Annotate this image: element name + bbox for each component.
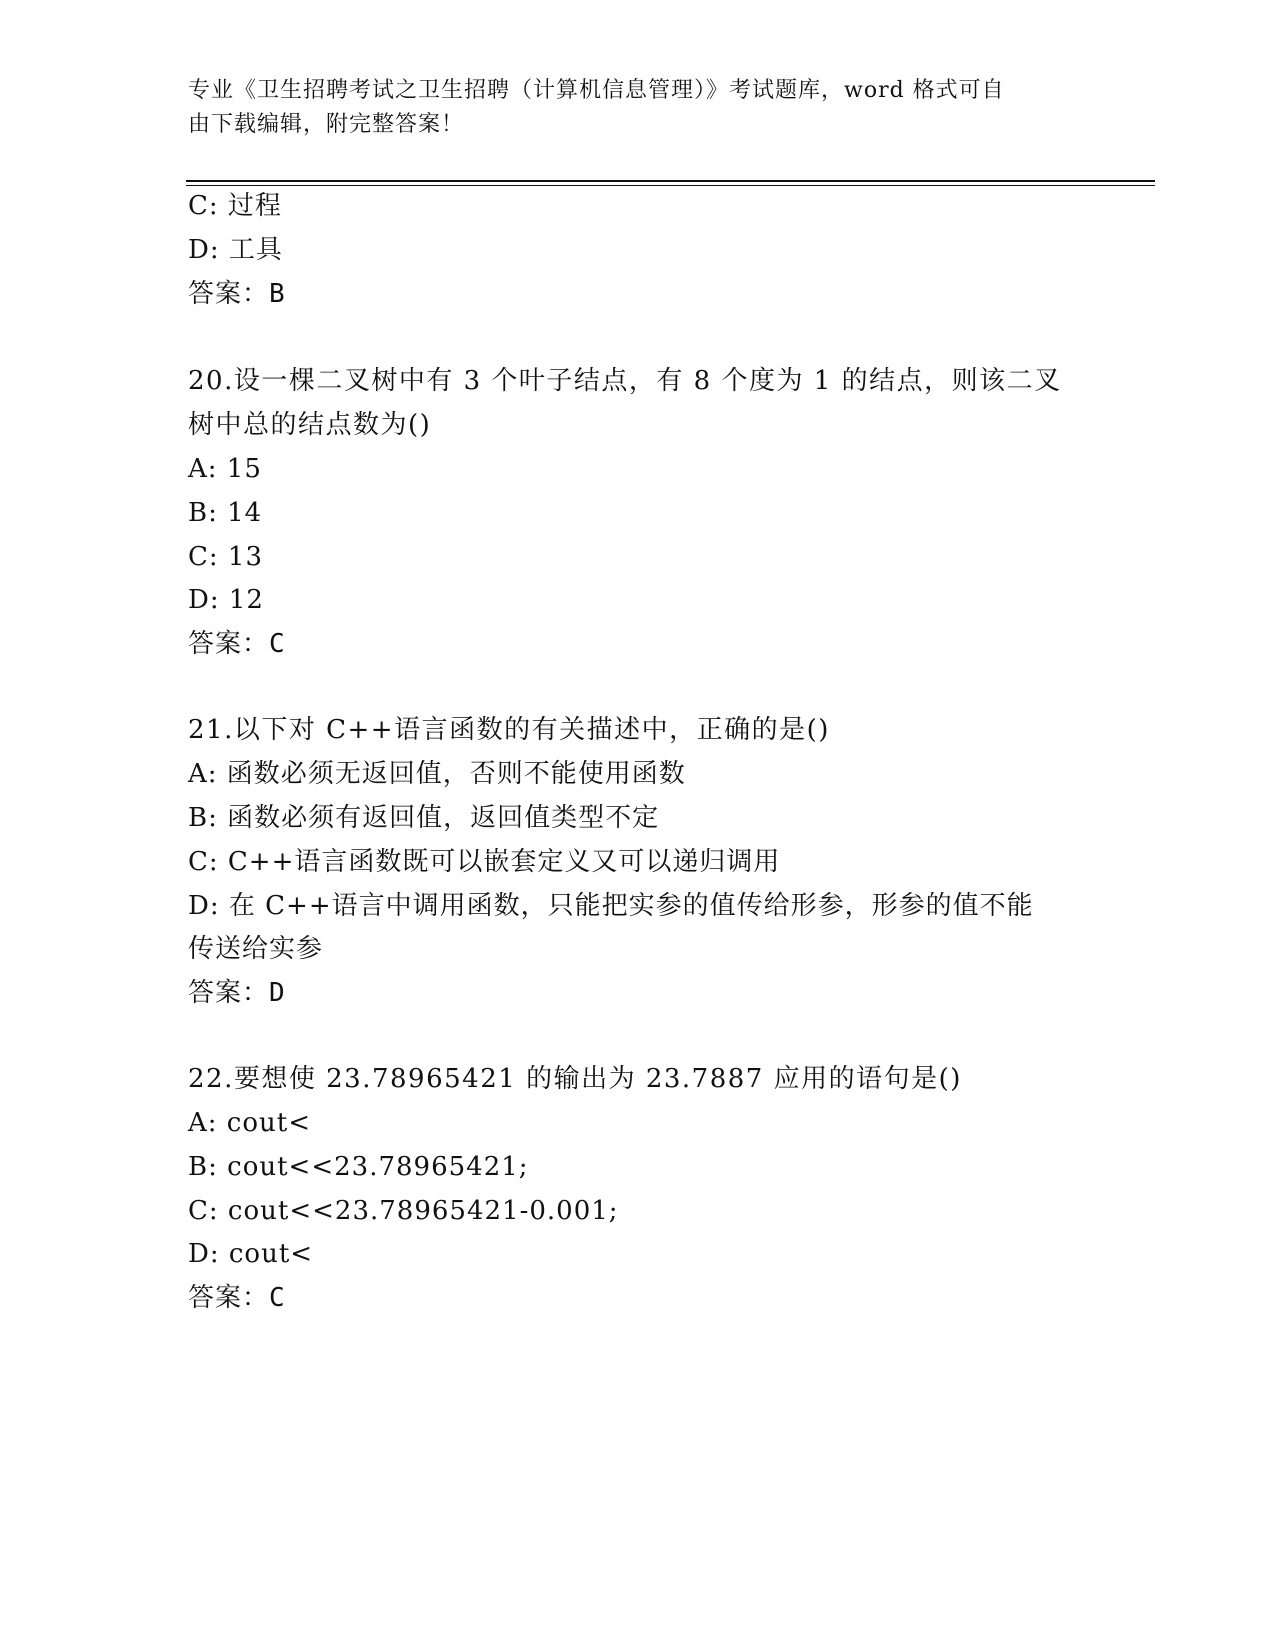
q21-option-d: D: 在 C++语言中调用函数，只能把实参的值传给形参，形参的值不能 [188,891,1034,921]
q20-option-b: B: 14 [188,498,263,528]
header-line-1: 专业《卫生招聘考试之卫生招聘（计算机信息管理）》考试题库，word 格式可自 [188,78,1005,103]
q21-option-a: A: 函数必须无返回值，否则不能使用函数 [188,759,686,789]
q21-option-c: C: C++语言函数既可以嵌套定义又可以递归调用 [188,847,781,877]
q20-option-c: C: 13 [188,542,264,572]
document-header [188,74,1068,142]
q22-answer: 答案：C [188,1283,286,1313]
q19-answer: 答案：B [188,279,286,309]
q22-option-b: B: cout<<23.78965421; [188,1152,529,1182]
q21-stem: 21.以下对 C++语言函数的有关描述中，正确的是() [188,715,830,745]
q20-option-d: D: 12 [188,585,264,615]
q19-option-c: C: 过程 [188,191,282,221]
q20-answer: 答案：C [188,629,286,659]
q20-option-a: A: 15 [188,454,262,484]
q22-stem: 22.要想使 23.78965421 的输出为 23.7887 应用的语句是() [188,1064,962,1094]
header-line-2: 由下载编辑，附完整答案！ [188,112,465,137]
q21-answer: 答案：D [188,978,286,1008]
q20-stem-line-2: 树中总的结点数为() [188,410,432,440]
q22-option-d: D: cout< [188,1239,314,1269]
header-rule-thin [186,185,1155,186]
q21-option-b: B: 函数必须有返回值，返回值类型不定 [188,803,660,833]
q22-option-c: C: cout<<23.78965421-0.001; [188,1196,619,1226]
q21-option-d-continued: 传送给实参 [188,934,324,964]
header-rule-thick [186,180,1155,182]
q22-option-a: A: cout< [188,1108,311,1138]
q20-stem-line-1: 20.设一棵二叉树中有 3 个叶子结点，有 8 个度为 1 的结点，则该二叉 [188,366,1062,396]
q19-option-d: D: 工具 [188,235,283,265]
